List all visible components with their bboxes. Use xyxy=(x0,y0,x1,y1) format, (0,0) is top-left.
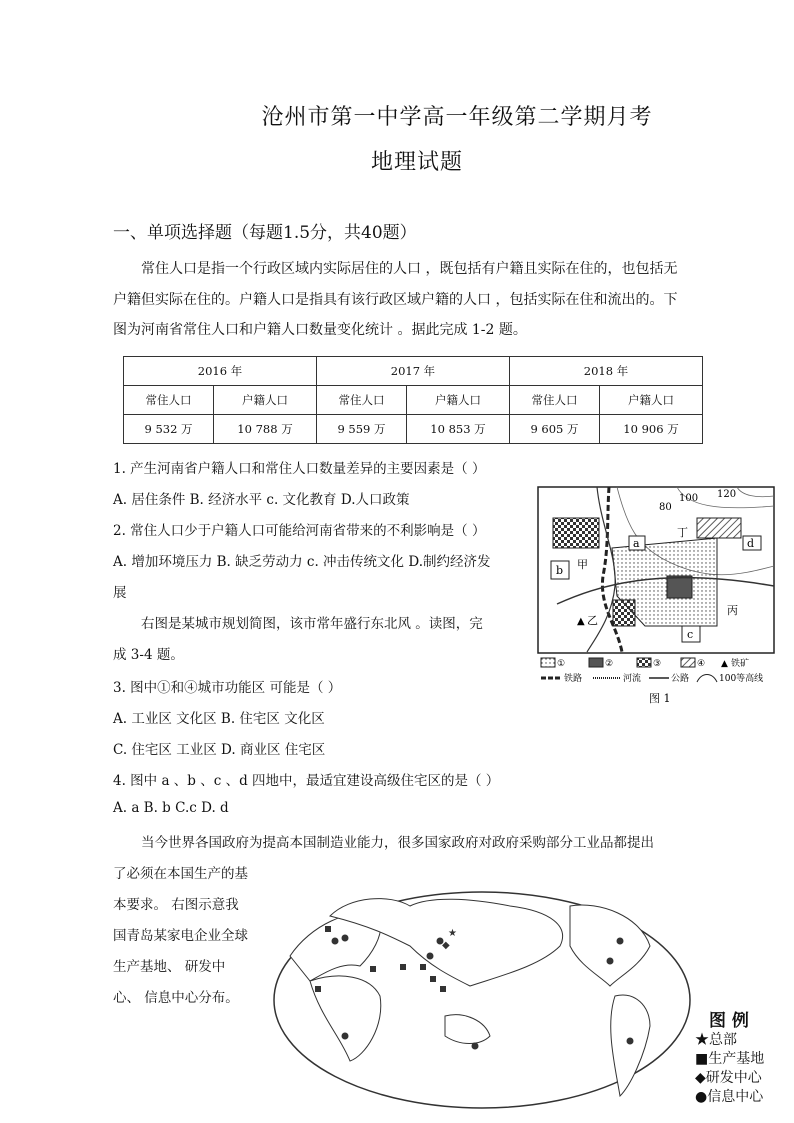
q2-options: A. 增加环境压力 B. 缺乏劳动力 c. 冲击传统文化 D.制约经济发 xyxy=(113,554,491,570)
world-map-legend xyxy=(695,1012,794,1107)
q4-stem: 4. 图中 a 、b 、c 、d 四地中，最适宜建设高级住宅区的是（ ） xyxy=(113,773,500,789)
info-center-marker xyxy=(342,935,349,942)
intro1-line1: 常住人口是指一个行政区域内实际居住的人口 ，既包括有户籍且实际在住的，也包括无 xyxy=(141,261,678,277)
intro3-line5: 生产基地、 研发中 xyxy=(113,959,226,975)
q3-stem: 3. 图中①和④城市功能区 可能是（ ） xyxy=(113,680,342,696)
info-center-marker xyxy=(627,1038,634,1045)
q2-options-cont: 展 xyxy=(113,585,127,601)
exam-title: 沧州市第一中学高一年级第二学期月考 xyxy=(261,105,653,130)
legend-item: 研发中心 xyxy=(705,1070,762,1086)
q1-stem: 1. 产生河南省户籍人口和常住人口数量差异的主要因素是（ ） xyxy=(113,461,486,477)
figure1-legend xyxy=(541,657,763,684)
table-cell: 9 559 万 xyxy=(316,415,406,444)
city-plan-figure xyxy=(537,486,775,708)
label-a: a xyxy=(633,537,640,550)
headquarters-marker: ★ xyxy=(448,928,457,939)
contour-label: 100 xyxy=(679,493,699,504)
production-base-marker xyxy=(325,926,331,932)
intro1-line2: 户籍但实际在住的。户籍人口是指具有该行政区域户籍的人口 ，包括实际在住和流出的。下 xyxy=(113,291,678,308)
col-header: 户籍人口 xyxy=(407,386,510,415)
legend-contour xyxy=(697,675,717,683)
col-header: 常住人口 xyxy=(124,386,214,415)
production-base-marker xyxy=(315,986,321,992)
q3-option-cd: C. 住宅区 工业区 D. 商业区 住宅区 xyxy=(113,742,326,758)
intro3-line2: 了必须在本国生产的基 xyxy=(113,866,248,882)
q3-option-ab: A. 工业区 文化区 B. 住宅区 文化区 xyxy=(113,711,325,727)
table-cell: 9 532 万 xyxy=(124,415,214,444)
info-center-marker xyxy=(427,953,434,960)
population-table xyxy=(123,356,703,444)
intro3-line4: 国青岛某家电企业全球 xyxy=(113,928,248,944)
production-base-marker xyxy=(420,964,426,970)
col-header: 常住人口 xyxy=(316,386,406,415)
legend-swatch-2 xyxy=(589,658,603,667)
legend-label: 100等高线 xyxy=(719,674,764,684)
square-icon: ■ xyxy=(695,1051,709,1067)
col-header: 常住人口 xyxy=(509,386,599,415)
label-c: c xyxy=(687,628,694,641)
label-d: d xyxy=(747,537,755,550)
legend-label: ② xyxy=(605,659,614,669)
legend-item: 生产基地 xyxy=(708,1051,765,1067)
contour-label: 120 xyxy=(717,489,737,500)
q4-options: A. a B. b C.c D. d xyxy=(113,800,229,816)
intro1-line3: 图为河南省常住人口和户籍人口数量变化统计 。据此完成 1-2 题。 xyxy=(113,322,527,338)
production-base-marker xyxy=(440,986,446,992)
zone-3-area xyxy=(553,518,599,548)
legend-item: 总部 xyxy=(709,1032,737,1048)
figure1-caption: 图 1 xyxy=(649,692,671,705)
circle-icon: ● xyxy=(695,1089,708,1105)
label-ding: 丁 xyxy=(677,526,688,539)
info-center-marker xyxy=(332,938,339,945)
legend-label: 铁路 xyxy=(564,674,583,684)
q2-stem: 2. 常住人口少于户籍人口可能给河南省带来的不利影响是（ ） xyxy=(113,523,486,539)
intro3-line1: 当今世界各国政府为提高本国制造业能力，很多国家政府对政府采购部分工业品都提出 xyxy=(141,835,654,851)
col-header: 户籍人口 xyxy=(214,386,317,415)
legend-label: ① xyxy=(557,659,566,669)
section-heading: 一、单项选择题（每题1.5分，共40题） xyxy=(113,223,417,243)
legend-label: ③ xyxy=(653,659,662,669)
legend-item: 信息中心 xyxy=(707,1089,764,1105)
legend-swatch-1 xyxy=(541,658,555,667)
contour-label: 80 xyxy=(659,502,672,513)
intro2-line2: 成 3-4 题。 xyxy=(113,647,184,663)
table-cell: 10 906 万 xyxy=(600,415,703,444)
zone-2-area xyxy=(667,576,692,598)
star-icon: ★ xyxy=(695,1032,709,1048)
intro2-line1: 右图是某城市规划简图，该市常年盛行东北风 。读图，完 xyxy=(141,616,483,632)
q1-options: A. 居住条件 B. 经济水平 c. 文化教育 D.人口政策 xyxy=(113,492,410,508)
col-header: 户籍人口 xyxy=(600,386,703,415)
table-cell: 10 853 万 xyxy=(407,415,510,444)
intro-paragraph-1 xyxy=(113,254,681,346)
iron-mine-icon: ▲ xyxy=(721,659,728,669)
production-base-marker xyxy=(370,966,376,972)
table-cell: 10 788 万 xyxy=(214,415,317,444)
info-center-marker xyxy=(342,1033,349,1040)
label-b: b xyxy=(556,564,564,577)
year-header: 2017 年 xyxy=(316,357,509,386)
zone-4-area xyxy=(697,518,741,538)
intro3-line6: 心、 信息中心分布。 xyxy=(113,990,239,1006)
legend-label: ④ xyxy=(697,659,706,669)
legend-label: 铁矿 xyxy=(731,659,750,669)
legend-swatch-3 xyxy=(637,658,651,667)
intro3-line3: 本要求。 右图示意我 xyxy=(113,897,239,913)
legend-label: 河流 xyxy=(623,674,642,684)
legend-title: 图 例 xyxy=(709,1011,749,1031)
rd-center-marker: ◆ xyxy=(442,940,450,951)
info-center-marker xyxy=(607,958,614,965)
zone-3-area-2 xyxy=(613,600,635,626)
label-yi: 乙 xyxy=(587,614,598,627)
label-jia: 甲 xyxy=(577,558,588,571)
legend-swatch-4 xyxy=(681,658,695,667)
production-base-marker xyxy=(430,976,436,982)
world-map-figure xyxy=(270,886,710,1116)
info-center-marker xyxy=(617,938,624,945)
year-header: 2016 年 xyxy=(124,357,317,386)
table-cell: 9 605 万 xyxy=(509,415,599,444)
iron-mine-icon: ▲ xyxy=(577,616,585,627)
diamond-icon: ◆ xyxy=(695,1070,706,1086)
label-bing: 丙 xyxy=(727,604,738,617)
year-header: 2018 年 xyxy=(509,357,702,386)
production-base-marker xyxy=(400,964,406,970)
exam-subtitle: 地理试题 xyxy=(370,150,463,175)
legend-label: 公路 xyxy=(671,674,690,684)
info-center-marker xyxy=(472,1043,479,1050)
